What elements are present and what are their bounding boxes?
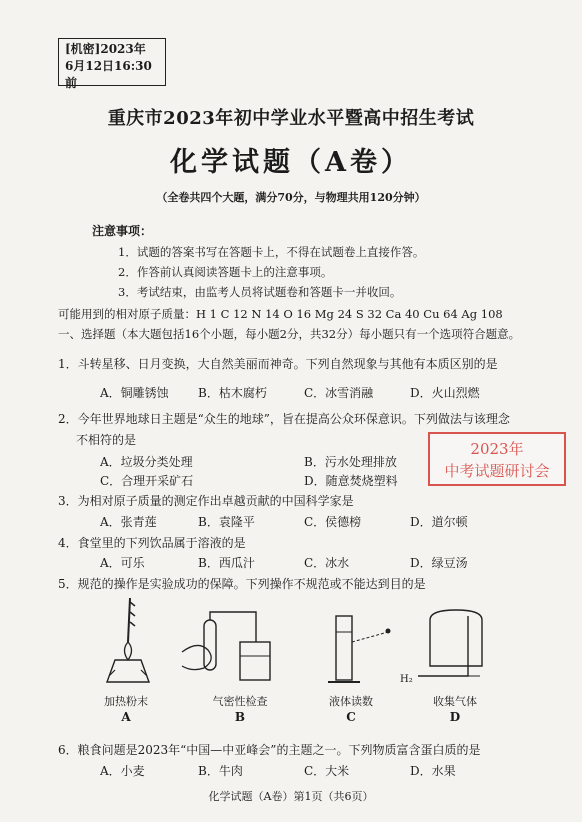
note-item: 2．作答前认真阅读答题卡上的注意事项。 (118, 265, 333, 279)
q4-option-d: D．绿豆汤 (410, 556, 468, 570)
notes-heading: 注意事项： (92, 224, 153, 238)
hydrogen-label: H₂ (400, 674, 413, 685)
stamp-line-1: 2023年 (470, 440, 524, 458)
q1-option-b: B．枯木腐朽 (198, 386, 267, 400)
q3-option-c: C．侯德榜 (304, 515, 362, 529)
paper-title: 化学试题（A卷） (170, 147, 412, 178)
note-item: 3．考试结束，由监考人员将试题卷和答题卡一并收回。 (118, 285, 402, 299)
q6-option-d: D．水果 (410, 764, 456, 778)
q4-option-a: A．可乐 (100, 556, 145, 570)
q6-option-b: B．牛肉 (198, 764, 243, 778)
figure-b-letter: B (234, 710, 246, 724)
figure-d-caption: 收集气体 (433, 695, 477, 708)
q4-option-b: B．西瓜汁 (198, 556, 255, 570)
question-1-stem: 1．斗转星移、日月变换，大自然美丽而神奇。下列自然现象与其他有本质区别的是 (58, 357, 498, 371)
figure-d-letter: D (449, 710, 461, 724)
q3-option-a: A．张青莲 (100, 515, 157, 529)
gas-collection-figure (418, 604, 498, 684)
q2-option-c: C．合理开采矿石 (100, 474, 194, 488)
q1-option-a: A．铜雕锈蚀 (100, 386, 169, 400)
airtightness-figure (178, 608, 278, 688)
q2-option-d: D．随意焚烧塑料 (304, 474, 398, 488)
alcohol-lamp-figure (95, 592, 155, 692)
q6-option-a: A．小麦 (100, 764, 145, 778)
q2-option-a: A．垃圾分类处理 (100, 455, 193, 469)
figure-c-caption: 液体读数 (329, 695, 373, 708)
confidential-line-1: [机密]2023年 (65, 42, 146, 56)
confidential-line-2: 6月12日16:30前 (65, 59, 152, 90)
question-5-stem: 5．规范的操作是实验成功的保障。下列操作不规范或不能达到目的是 (58, 577, 426, 591)
q3-option-b: B．袁隆平 (198, 515, 255, 529)
q3-option-d: D．道尔顿 (410, 515, 468, 529)
exam-title: 重庆市2023年初中学业水平暨高中招生考试 (107, 108, 475, 129)
figure-c-letter: C (346, 710, 356, 724)
q4-option-c: C．冰水 (304, 556, 350, 570)
confidential-box (58, 38, 166, 90)
q1-option-d: D．火山烈燃 (410, 386, 480, 400)
graduated-cylinder-figure (318, 612, 398, 692)
figure-a-letter: A (121, 710, 131, 724)
question-2-stem: 2．今年世界地球日主题是“众生的地球”，旨在提高公众环保意识。下列做法与该理念 (58, 412, 510, 426)
watermark-stamp (428, 432, 566, 486)
q1-option-c: C．冰雪消融 (304, 386, 374, 400)
q6-option-c: C．大米 (304, 764, 350, 778)
figure-b-caption: 气密性检查 (212, 695, 268, 708)
question-3-stem: 3．为相对原子质量的测定作出卓越贡献的中国科学家是 (58, 494, 354, 508)
section-heading: 一、选择题（本大题包括16个小题，每小题2分，共32分）每小题只有一个选项符合题意。 (58, 327, 521, 341)
note-item: 1．试题的答案书写在答题卡上，不得在试题卷上直接作答。 (118, 245, 425, 259)
q2-option-b: B．污水处理排放 (304, 455, 397, 469)
stamp-line-2: 中考试题研讨会 (444, 462, 550, 480)
figure-a-caption: 加热粉末 (104, 695, 148, 708)
paper-subtitle: （全卷共四个大题，满分70分，与物理共用120分钟） (156, 191, 426, 204)
question-6-stem: 6．粮食问题是2023年“中国—中亚峰会”的主题之一。下列物质富含蛋白质的是 (58, 743, 481, 757)
question-4-stem: 4．食堂里的下列饮品属于溶液的是 (58, 536, 246, 550)
atomic-masses: 可能用到的相对原子质量：H 1 C 12 N 14 O 16 Mg 24 S 32 Ca 40 Cu 64 Ag 108 (58, 307, 503, 321)
page-footer: 化学试题（A卷）第1页（共6页） (208, 790, 374, 803)
question-2-stem-cont: 不相符的是 (76, 433, 137, 447)
